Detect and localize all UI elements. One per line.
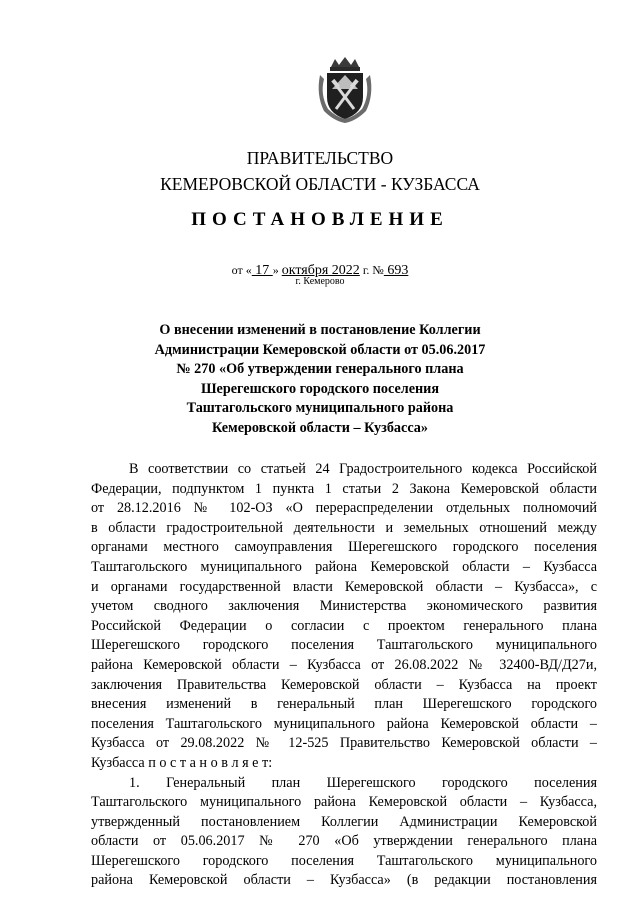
body-line: Федерации, подпунктом 1 пункта 1 статьи 2 Закона Кемеровской области [91,480,597,497]
document-city: г. Кемерово [295,276,345,287]
body-line: Шерегешского городского поселения Таштагольского муниципального [91,852,597,869]
date-month-year: октября 2022 [281,263,360,278]
body-line: поселения Таштагольского муниципального района Кемеровской области – [91,715,597,732]
organization-name: ПРАВИТЕЛЬСТВО [246,148,394,168]
body-line: 1. Генеральный план Шерегешского городского поселения [129,774,597,791]
body-line: В соответствии со статьей 24 Градостроительного кодекса Российской [129,461,597,477]
organization-region: КЕМЕРОВСКОЙ ОБЛАСТИ - КУЗБАССА [160,174,480,194]
body-line: внесения изменений в генеральный план Шерегешского городского [91,696,597,713]
document-number: 693 [383,263,409,278]
body-line: района Кемеровской области – Кузбасса» (в редакции постановления [91,872,597,889]
body-line: Шерегешского городского поселения Таштагольского муниципального [91,637,597,654]
body-line: утвержденный постановлением Коллегии Администрации Кемеровской [91,813,597,830]
body-line: Российской Федерации о согласии с проектом генерального плана [91,617,597,634]
date-suffix: г. № [359,263,384,277]
coat-of-arms-icon [314,55,376,125]
body-line: Кузбасса от 29.08.2022 № 12-525 Правительство Кемеровской области – [91,735,597,752]
body-line: в области градостроительной деятельности и земельных отношений между [91,519,597,536]
title-line: Шерегешского городского поселения [200,380,440,397]
body-line: учетом сводного заключения Министерства экономического развития [91,598,597,615]
title-line: Кемеровской области – Кузбасса» [212,419,428,436]
body-line: Кузбасса п о с т а н о в л я е т: [91,754,273,771]
date-mid: » [272,263,282,277]
body-line: органами местного самоуправления Шерегешского городского поселения [91,539,597,556]
body-line: района Кемеровской области – Кузбасса от 26.08.2022 № 32400-ВД/Д27и, [91,656,597,673]
body-line: Таштагольского муниципального района Кемеровской области – Кузбасса [91,558,597,575]
document-body [91,460,597,891]
title-line: О внесении изменений в постановление Коллегии [159,322,481,338]
document-title [100,321,540,438]
title-line: Таштагольского муниципального района [186,400,454,416]
title-line: Администрации Кемеровской области от 05.06.2017 [154,341,486,358]
body-line: и органами государственной власти Кемеровской области – Кузбасса», с [91,578,597,595]
document-type: ПОСТАНОВЛЕНИЕ [191,209,449,230]
body-line: заключения Правительства Кемеровской области – Кузбасса на проект [91,676,597,693]
body-line: Таштагольского муниципального района Кемеровской области – Кузбасса, [91,794,597,811]
body-line: области от 05.06.2017 № 270 «Об утверждении генерального плана [91,833,597,850]
title-line: № 270 «Об утверждении генерального плана [176,361,464,377]
date-prefix: от « [231,263,252,277]
body-line: от 28.12.2016 № 102-ОЗ «О перераспределении отдельных полномочий [91,500,597,517]
date-day: 17 [251,263,273,278]
